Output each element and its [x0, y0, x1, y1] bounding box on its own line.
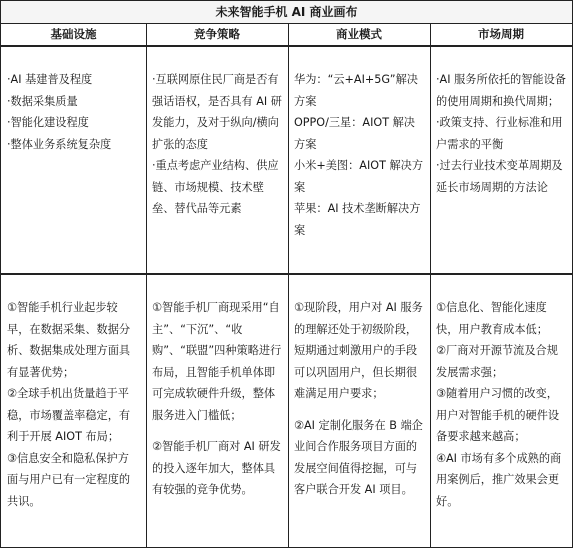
business-model-factors-cell	[288, 47, 430, 273]
spacer	[152, 426, 282, 436]
market-cycle-analysis-cell	[430, 277, 572, 547]
header-infrastructure: 基础设施	[50, 27, 97, 41]
header-market-cycle: 市场周期	[478, 27, 524, 41]
list-item: ②AI 定制化服务在 B 端企业间合作服务项目方面的发展空间值得挖掘，可与客户联合开发 AI 项目。	[294, 418, 423, 496]
list-item: ·互联网原住民厂商是否有强话语权，是否具有 AI 研发能力，及对于纵向/横向扩张的态度	[152, 73, 282, 151]
list-item: ·AI 基建普及程度	[7, 73, 93, 86]
list-item: ·重点考虑产业结构、供应链、市场规模、技术壁垒、替代品等元素	[152, 159, 279, 215]
list-item: ①现阶段，用户对 AI 服务的理解还处于初级阶段，短期通过刺激用户的手段可以巩固用户，但长期很难满足用户要求；	[294, 301, 423, 400]
list-item: ·过去行业技术变革周期及延长市场周期的方法论	[436, 159, 563, 194]
list-item: 华为：“云+AI+5G”解决方案	[294, 73, 418, 108]
strategy-analysis-cell	[146, 277, 288, 547]
list-item: 小米+美图：AIOT 解决方案	[294, 159, 424, 194]
header-strategy: 竞争策略	[194, 27, 240, 41]
list-item: ②全球手机出货量趋于平稳，市场覆盖率稳定，有利于开展 AIOT 布局；	[7, 387, 131, 443]
header-row	[1, 23, 572, 47]
spacer	[294, 405, 424, 415]
market-cycle-factors-cell	[430, 47, 572, 273]
header-business-model: 商业模式	[336, 27, 382, 41]
list-item: 苹果：AI 技术垄断解决方案	[294, 202, 421, 237]
table-title: 未来智能手机 AI 商业画布	[1, 1, 572, 24]
list-item: ④AI 市场有多个成熟的商用案例后，推广效果会更好。	[436, 451, 562, 508]
list-item: ③随着用户习惯的改变，用户对智能手机的硬件设备要求越来越高；	[436, 387, 560, 443]
strategy-factors-cell	[146, 47, 288, 273]
infrastructure-analysis-cell	[1, 277, 146, 547]
list-item: ·数据采集质量	[7, 94, 78, 108]
list-item: ①信息化、智能化速度快，用户教育成本低；	[436, 301, 548, 336]
infrastructure-factors-cell	[1, 47, 146, 273]
list-item: ·整体业务系统复杂度	[7, 137, 112, 151]
list-item: ①智能手机厂商现采用“自主”、“下沉”、“收购”、“联盟”四种策略进行布局，且智能手机单体即可完成软硬件升级，整体服务进入门槛低；	[152, 301, 282, 422]
analysis-row	[1, 277, 572, 547]
list-item: ③信息安全和隐私保护方面与用户已有一定程度的共识。	[7, 451, 131, 508]
list-item: ②智能手机厂商对 AI 研发的投入逐年加大，整体具有较强的竞争优势。	[152, 440, 281, 496]
list-item: ②厂商对开源节流及合规发展需求强；	[436, 344, 558, 379]
list-item: ·AI 服务所依托的智能设备的使用周期和换代周期；	[436, 73, 566, 108]
factors-row	[1, 47, 572, 275]
business-model-analysis-cell	[288, 277, 430, 547]
list-item: ①智能手机行业起步较早，在数据采集、数据分析、数据集成处理方面具有显著优势；	[7, 301, 131, 379]
list-item: OPPO/三星：AIOT 解决方案	[294, 116, 415, 151]
list-item: ·政策支持、行业标准和用户需求的平衡	[436, 116, 563, 151]
list-item: ·智能化建设程度	[7, 116, 89, 129]
